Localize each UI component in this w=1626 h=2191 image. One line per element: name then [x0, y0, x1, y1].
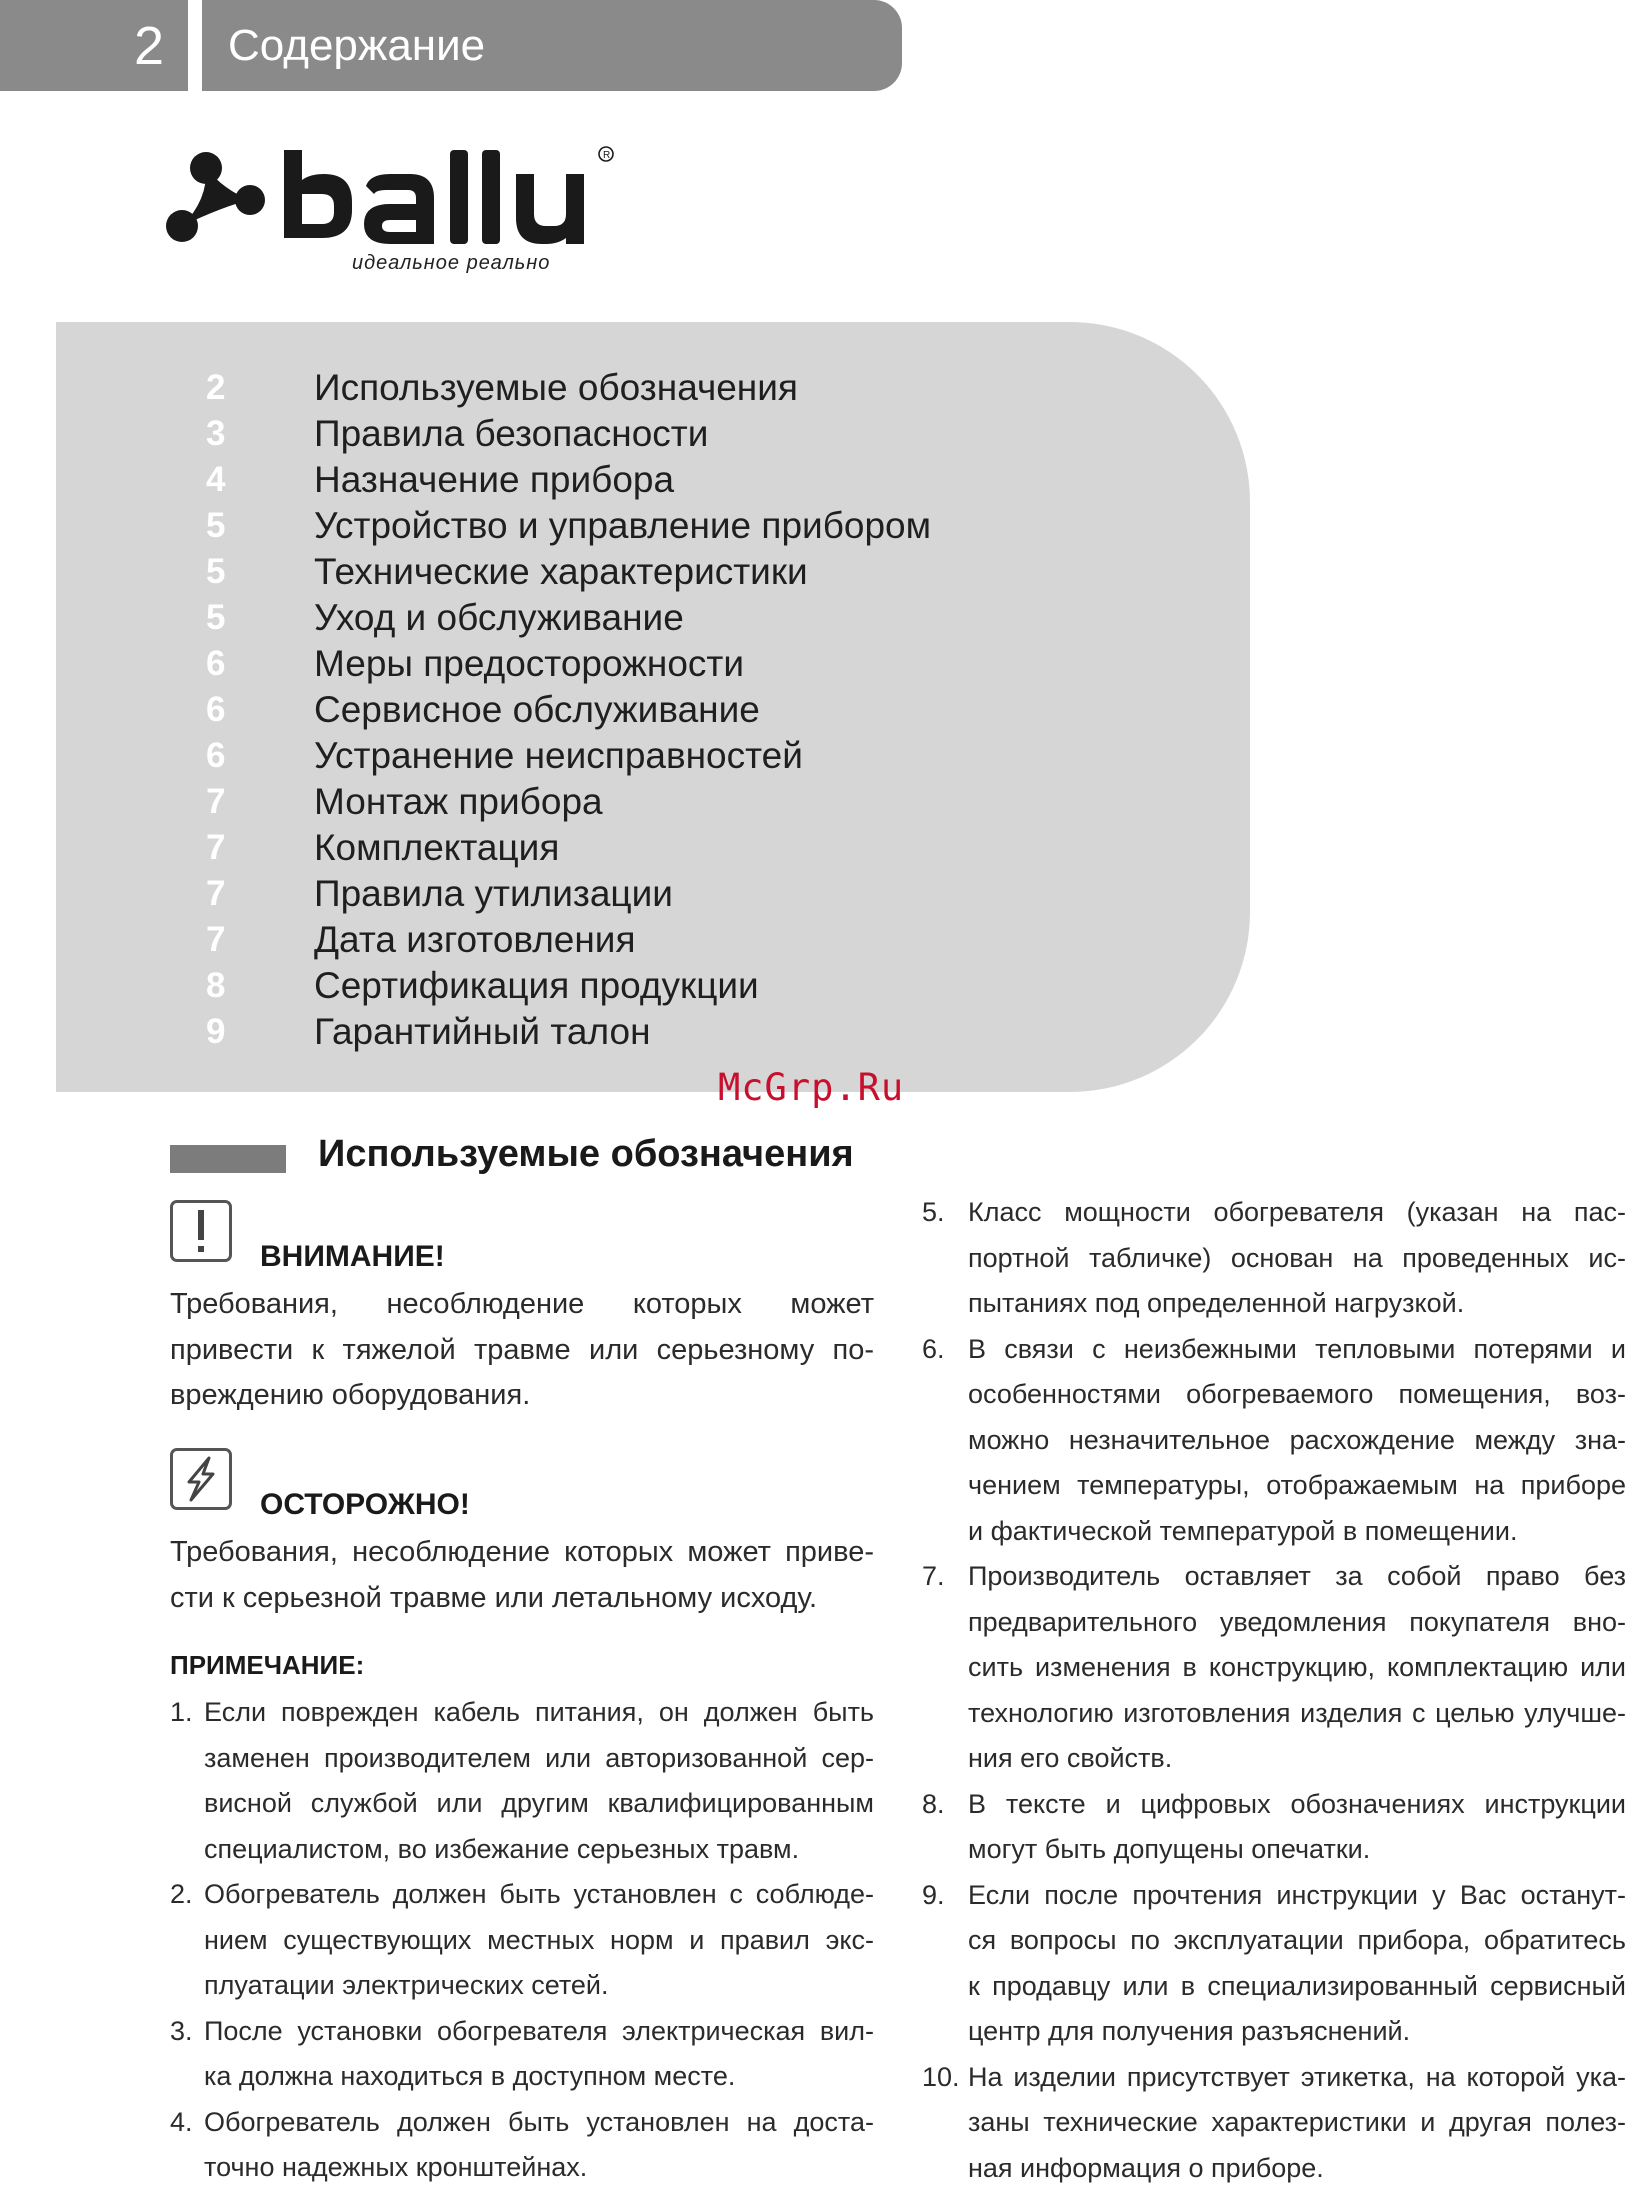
note-number: 2.	[170, 1872, 204, 1918]
note-text-line: специалистом, во избежание серьезных травм.	[204, 1827, 874, 1873]
note-text-line: заменен производителем или авторизованной сер-	[204, 1736, 874, 1782]
toc-item	[206, 825, 559, 871]
toc-page-number: 2	[206, 368, 314, 408]
toc-item	[206, 871, 673, 917]
note-text-line: могут быть допущены опечатки.	[968, 1827, 1626, 1873]
note-item	[922, 1873, 1626, 2055]
note-text-line: В связи с неизбежными тепловыми потерями и	[968, 1327, 1626, 1373]
note-text-line: технологию изготовления изделия с целью улучше-	[968, 1691, 1626, 1737]
note-text-line: можно незначительное расхождение между зна-	[968, 1418, 1626, 1464]
toc-label: Сервисное обслуживание	[314, 689, 760, 731]
toc-label: Комплектация	[314, 827, 559, 869]
note-number: 1.	[170, 1690, 204, 1736]
note-number: 4.	[170, 2100, 204, 2146]
note-text-line: висной службой или другим квалифицированным	[204, 1781, 874, 1827]
note-text-line: нием существующих местных норм и правил экс-	[204, 1918, 874, 1964]
toc-label: Устранение неисправностей	[314, 735, 803, 777]
note-item	[170, 2009, 874, 2100]
caution-text	[170, 1530, 874, 1621]
table-of-contents	[56, 322, 1250, 1092]
toc-page-number: 6	[206, 690, 314, 730]
section-title: Используемые обозначения	[318, 1133, 854, 1176]
toc-page-number: 6	[206, 644, 314, 684]
section-marker	[170, 1145, 286, 1173]
attention-label: ВНИМАНИЕ!	[260, 1240, 445, 1274]
note-text-line: Производитель оставляет за собой право без	[968, 1554, 1626, 1600]
toc-page-number: 7	[206, 782, 314, 822]
toc-item	[206, 733, 803, 779]
note-number: 9.	[922, 1873, 968, 1919]
note-text-line: Если поврежден кабель питания, он должен быть	[204, 1690, 874, 1736]
note-number: 6.	[922, 1327, 968, 1373]
note-item	[170, 1690, 874, 1872]
toc-item	[206, 457, 674, 503]
note-title: ПРИМЕЧАНИЕ:	[170, 1650, 364, 1681]
toc-label: Дата изготовления	[314, 919, 636, 961]
note-text-line: заны технические характеристики и другая полез-	[968, 2100, 1626, 2146]
toc-item	[206, 411, 708, 457]
svg-text:R: R	[603, 150, 610, 161]
note-text-line: Обогреватель должен быть установлен на доста-	[204, 2100, 874, 2146]
toc-item	[206, 779, 603, 825]
note-text-line: чением температуры, отображаемым на приборе	[968, 1463, 1626, 1509]
toc-label: Монтаж прибора	[314, 781, 603, 823]
ballu-logo-mark	[166, 140, 636, 270]
note-item	[922, 2055, 1626, 2191]
toc-label: Назначение прибора	[314, 459, 674, 501]
toc-page-number: 8	[206, 966, 314, 1006]
text-line: привести к тяжелой травме или серьезному по-	[170, 1328, 874, 1374]
text-line: Требования, несоблюдение которых может приве-	[170, 1530, 874, 1576]
page-number: 2	[0, 0, 188, 91]
note-text-line: В тексте и цифровых обозначениях инструкции	[968, 1782, 1626, 1828]
note-text-line: портной табличке) основан на проведенных ис-	[968, 1236, 1626, 1282]
note-text-line: На изделии присутствует этикетка, на которой ука-	[968, 2055, 1626, 2101]
toc-label: Используемые обозначения	[314, 367, 798, 409]
note-text-line: ная информация о приборе.	[968, 2146, 1626, 2191]
note-text-line: точно надежных кронштейнах.	[204, 2145, 874, 2191]
note-text-line: центр для получения разъяснений.	[968, 2009, 1626, 2055]
note-item	[170, 1872, 874, 2009]
note-text-line: ния его свойств.	[968, 1736, 1626, 1782]
toc-page-number: 7	[206, 920, 314, 960]
toc-label: Сертификация продукции	[314, 965, 759, 1007]
toc-page-number: 7	[206, 828, 314, 868]
note-item	[922, 1190, 1626, 1327]
note-item	[922, 1554, 1626, 1782]
exclamation-icon	[170, 1200, 232, 1262]
note-text-line: Если после прочтения инструкции у Вас останут-	[968, 1873, 1626, 1919]
note-number: 8.	[922, 1782, 968, 1828]
note-text-line: сить изменения в конструкцию, комплектацию или	[968, 1645, 1626, 1691]
text-line: вреждению оборудования.	[170, 1373, 874, 1419]
toc-page-number: 7	[206, 874, 314, 914]
note-text-line: и фактической температурой в помещении.	[968, 1509, 1626, 1555]
toc-item	[206, 1009, 651, 1055]
toc-page-number: 6	[206, 736, 314, 776]
toc-label: Меры предосторожности	[314, 643, 744, 685]
toc-page-number: 4	[206, 460, 314, 500]
toc-item	[206, 503, 931, 549]
toc-item	[206, 549, 808, 595]
toc-item	[206, 595, 684, 641]
note-text-line: особенностями обогреваемого помещения, воз-	[968, 1372, 1626, 1418]
toc-item	[206, 687, 760, 733]
note-item	[922, 1327, 1626, 1555]
note-number: 3.	[170, 2009, 204, 2055]
note-text-line: Обогреватель должен быть установлен с соблюде-	[204, 1872, 874, 1918]
note-text-line: ся вопросы по эксплуатации прибора, обратитесь	[968, 1918, 1626, 1964]
watermark: McGrp.Ru	[718, 1066, 904, 1109]
lightning-icon	[170, 1448, 232, 1510]
toc-page-number: 9	[206, 1012, 314, 1052]
page-title: Содержание	[202, 0, 902, 91]
attention-text	[170, 1282, 874, 1419]
note-item	[922, 1782, 1626, 1873]
note-text-line: После установки обогревателя электрическая вил-	[204, 2009, 874, 2055]
note-text-line: к продавцу или в специализированный сервисный	[968, 1964, 1626, 2010]
toc-page-number: 5	[206, 552, 314, 592]
note-number: 7.	[922, 1554, 968, 1600]
toc-label: Устройство и управление прибором	[314, 505, 931, 547]
toc-label: Гарантийный талон	[314, 1011, 651, 1053]
brand-tagline: идеальное реально	[352, 252, 550, 275]
note-text-line: пытаниях под определенной нагрузкой.	[968, 1281, 1626, 1327]
toc-label: Уход и обслуживание	[314, 597, 684, 639]
toc-item	[206, 917, 636, 963]
toc-item	[206, 641, 744, 687]
note-number: 5.	[922, 1190, 968, 1236]
note-number: 10.	[922, 2055, 968, 2101]
note-text-line: предварительного уведомления покупателя вно-	[968, 1600, 1626, 1646]
toc-item	[206, 365, 798, 411]
note-item	[170, 2100, 874, 2191]
toc-page-number: 5	[206, 598, 314, 638]
toc-label: Правила утилизации	[314, 873, 673, 915]
caution-label: ОСТОРОЖНО!	[260, 1488, 470, 1522]
note-text-line: Класс мощности обогревателя (указан на пас-	[968, 1190, 1626, 1236]
note-text-line: ка должна находиться в доступном месте.	[204, 2054, 874, 2100]
text-line: сти к серьезной травме или летальному исходу.	[170, 1576, 874, 1622]
text-line: Требования, несоблюдение которых может	[170, 1282, 874, 1328]
toc-item	[206, 963, 759, 1009]
note-text-line: плуатации электрических сетей.	[204, 1963, 874, 2009]
toc-page-number: 3	[206, 414, 314, 454]
toc-page-number: 5	[206, 506, 314, 546]
toc-label: Технические характеристики	[314, 551, 808, 593]
toc-label: Правила безопасности	[314, 413, 708, 455]
